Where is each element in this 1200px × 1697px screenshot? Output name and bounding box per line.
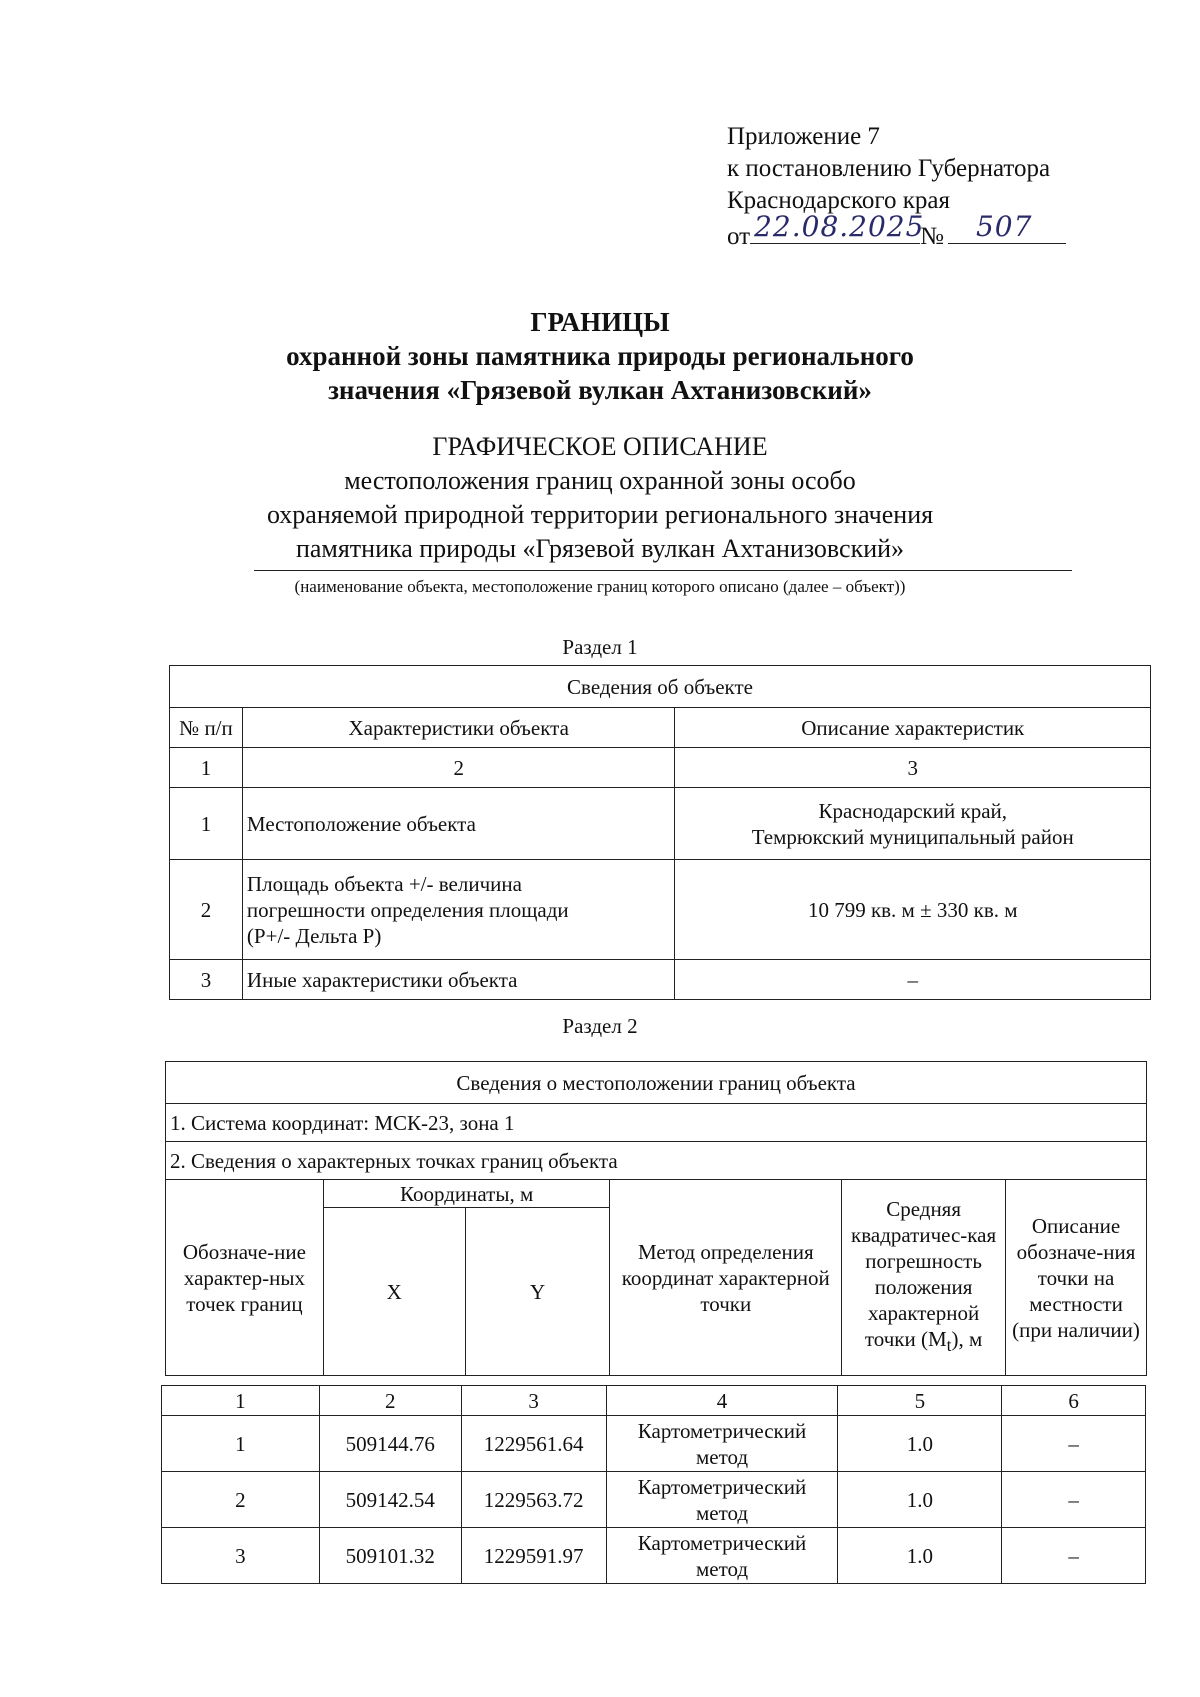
- method-line: метод: [695, 1556, 749, 1581]
- table-row: [162, 1472, 1146, 1528]
- header-row: [166, 1180, 1147, 1208]
- characteristic: Местоположение объекта: [242, 788, 675, 860]
- table-title-row: [170, 666, 1151, 708]
- header-cell: № п/п: [170, 708, 243, 748]
- graphic-line-2: охраняемой природной территории регионального значения: [266, 500, 934, 529]
- graphic-line-1: местоположения границ охранной зоны особо: [344, 466, 856, 495]
- title-subtitle-1: охранной зоны памятника природы регионального: [286, 341, 914, 371]
- table-title: Сведения о местоположении границ объекта: [166, 1062, 1147, 1104]
- column-number: 3: [675, 748, 1151, 788]
- graphic-description-title: [0, 430, 1200, 566]
- column-number: 1: [170, 748, 243, 788]
- error-value: 1.0: [838, 1416, 1002, 1472]
- description-line: Краснодарский край,: [818, 798, 1008, 823]
- header-cell: Описание характеристик: [675, 708, 1151, 748]
- column-number: 4: [606, 1386, 838, 1416]
- coord-x: 509142.54: [319, 1472, 461, 1528]
- points-table: [161, 1385, 1146, 1584]
- row-number: 1: [170, 788, 243, 860]
- table-row: [162, 1416, 1146, 1472]
- object-info-table: [169, 665, 1151, 1000]
- header-description: Описание обозначе-ния точки на местности (при наличии): [1006, 1180, 1147, 1376]
- column-number: 6: [1002, 1386, 1146, 1416]
- coord-y: 1229561.64: [461, 1416, 606, 1472]
- boundary-location-table: [165, 1061, 1147, 1376]
- table-row: [170, 788, 1151, 860]
- table-row: [170, 860, 1151, 960]
- table-row: [170, 960, 1151, 1000]
- graphic-title: ГРАФИЧЕСКОЕ ОПИСАНИЕ: [432, 432, 768, 461]
- characteristic: [242, 860, 675, 960]
- column-number: 2: [242, 748, 675, 788]
- appendix-line-1: Приложение 7: [727, 123, 880, 150]
- method: [606, 1416, 838, 1472]
- column-number-row: [170, 748, 1151, 788]
- error-subscript: t: [946, 1335, 952, 1356]
- description: –: [675, 960, 1151, 1000]
- header-error: [842, 1180, 1006, 1376]
- appendix-line-3: Краснодарского края: [727, 187, 950, 214]
- points-title-row: [166, 1142, 1147, 1180]
- date-underline: [750, 210, 925, 244]
- characteristic: Иные характеристики объекта: [242, 960, 675, 1000]
- name-underline-rule: [254, 570, 1072, 571]
- points-title: 2. Сведения о характерных точках границ объекта: [166, 1142, 1147, 1180]
- header-method: Метод определения координат характерной точки: [610, 1180, 842, 1376]
- title-subtitle-2: значения «Грязевой вулкан Ахтанизовский»: [328, 375, 872, 405]
- point-description: –: [1002, 1416, 1146, 1472]
- handwritten-date: 22.08.2025: [754, 210, 925, 243]
- method: [606, 1528, 838, 1584]
- section-2-label: Раздел 2: [562, 1014, 638, 1038]
- table-title: Сведения об объекте: [170, 666, 1151, 708]
- method-line: метод: [695, 1500, 749, 1525]
- section-1-label: Раздел 1: [562, 635, 638, 659]
- table-row: [162, 1528, 1146, 1584]
- appendix-line-2: к постановлению Губернатора: [727, 155, 1051, 182]
- column-number: 5: [838, 1386, 1002, 1416]
- coord-y: 1229591.97: [461, 1528, 606, 1584]
- header-y: Y: [465, 1208, 610, 1376]
- graphic-line-3: памятника природы «Грязевой вулкан Ахтанизовский»: [295, 534, 905, 563]
- characteristic-line: погрешности определения площади: [246, 897, 569, 922]
- document-title: [0, 305, 1200, 407]
- method: [606, 1472, 838, 1528]
- header-x: X: [323, 1208, 465, 1376]
- coord-system: 1. Система координат: МСК-23, зона 1: [166, 1104, 1147, 1142]
- number-label: №: [920, 223, 944, 250]
- error-text: Средняя квадратичес-кая погрешность положения характерной точки (M: [851, 1197, 997, 1352]
- appendix-date-line: [727, 210, 1066, 253]
- coord-x: 509101.32: [319, 1528, 461, 1584]
- column-number: 1: [162, 1386, 320, 1416]
- point-number: 1: [162, 1416, 320, 1472]
- column-number-row: [162, 1386, 1146, 1416]
- error-value: 1.0: [838, 1528, 1002, 1584]
- coord-system-row: [166, 1104, 1147, 1142]
- header-designation: Обозначе-ние характер-ных точек границ: [166, 1180, 324, 1376]
- error-value: 1.0: [838, 1472, 1002, 1528]
- row-number: 2: [170, 860, 243, 960]
- coord-x: 509144.76: [319, 1416, 461, 1472]
- column-number: 3: [461, 1386, 606, 1416]
- point-description: –: [1002, 1528, 1146, 1584]
- header-row: [170, 708, 1151, 748]
- title-main: ГРАНИЦЫ: [530, 307, 670, 337]
- appendix-block: [727, 121, 1066, 253]
- error-unit: ), м: [951, 1327, 983, 1352]
- object-name-note: (наименование объекта, местоположение границ которого описано (далее – объект)): [294, 577, 906, 596]
- method-line: метод: [695, 1444, 749, 1469]
- description: [675, 788, 1151, 860]
- characteristic-line: Площадь объекта +/- величина: [246, 871, 522, 896]
- point-number: 3: [162, 1528, 320, 1584]
- point-number: 2: [162, 1472, 320, 1528]
- table-title-row: [166, 1062, 1147, 1104]
- description: 10 799 кв. м ± 330 кв. м: [675, 860, 1151, 960]
- handwritten-number: 507: [975, 210, 1033, 243]
- coord-y: 1229563.72: [461, 1472, 606, 1528]
- header-cell: Характеристики объекта: [242, 708, 675, 748]
- from-label: от: [727, 223, 751, 250]
- method-line: Картометрический: [637, 1530, 807, 1555]
- row-number: 3: [170, 960, 243, 1000]
- column-number: 2: [319, 1386, 461, 1416]
- header-coordinates: Координаты, м: [323, 1180, 610, 1208]
- method-line: Картометрический: [637, 1474, 807, 1499]
- method-line: Картометрический: [637, 1418, 807, 1443]
- characteristic-line: (P+/- Дельта P): [246, 923, 382, 948]
- description-line: Темрюкский муниципальный район: [751, 824, 1074, 849]
- number-underline: [948, 210, 1066, 244]
- point-description: –: [1002, 1472, 1146, 1528]
